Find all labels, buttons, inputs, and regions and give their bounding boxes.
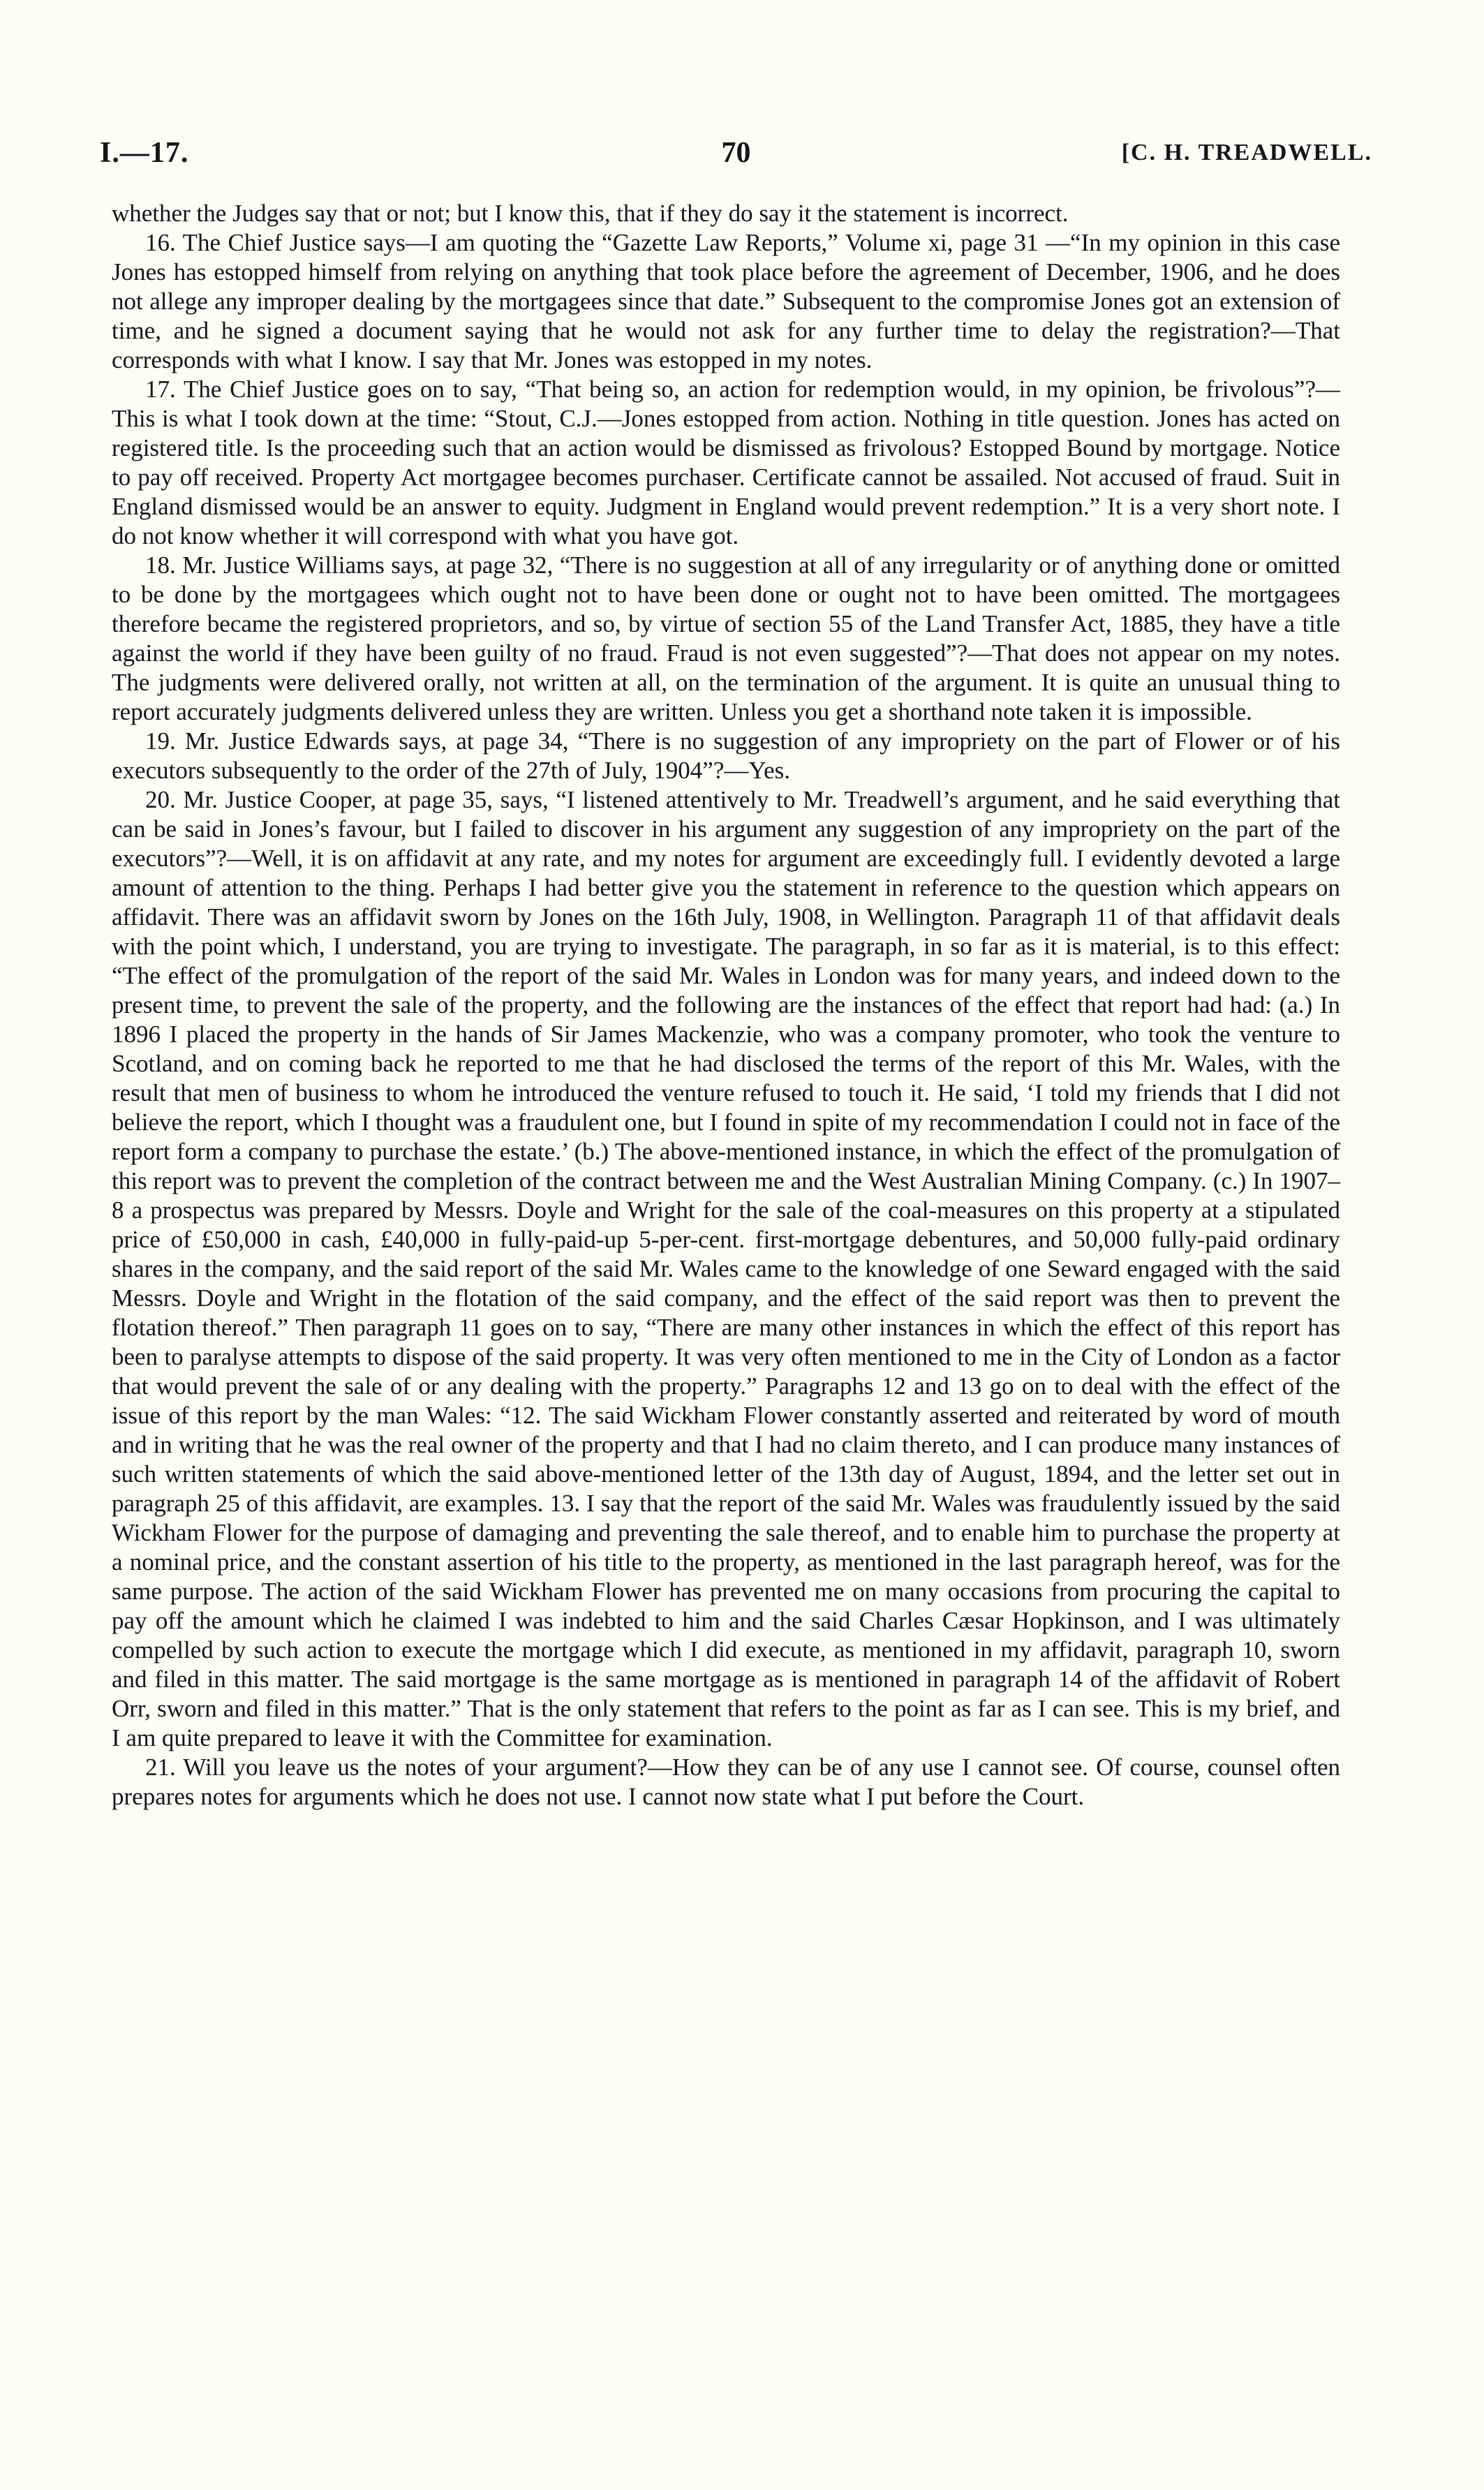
paper-reference: I.—17. — [100, 137, 189, 169]
paragraph-19: 19. Mr. Justice Edwards says, at page 34, “There is no suggestion of any impropriety on the part of Flower or of his executors subsequently to the order of the 27th of July, 1904”?—Yes. — [112, 727, 1340, 784]
paragraph-16: 16. The Chief Justice says—I am quoting the “Gazette Law Reports,” Volume xi, page 31 —“In my opinion in this case Jones has estopped himself from relying on anything that took place before the agreement of December, 1906, and he does not allege any improper dealing by the mortgagees since that date.” Subsequent to the compromise Jones got an extension of time, and he signed a document saying that he would not ask for any further time to delay the registration?—That corresponds with what I know. I say that Mr. Jones was estopped in my notes. — [112, 229, 1340, 373]
page-header — [100, 128, 1372, 178]
document-body — [112, 199, 1340, 1811]
paragraph-21: 21. Will you leave us the notes of your argument?—How they can be of any use I cannot see. Of course, counsel often prepares notes for arguments which he does not use. I cannot now state what I put before the Court. — [112, 1754, 1340, 1810]
paragraph-20: 20. Mr. Justice Cooper, at page 35, says, “I listened attentively to Mr. Treadwell’s argument, and he said everything that can be said in Jones’s favour, but I failed to discover in his argument any suggestion of any impropriety on the part of the executors”?—Well, it is on affidavit at any rate, and my notes for argument are exceedingly full. I evidently devoted a large amount of attention to the thing. Perhaps I had better give you the statement in reference to the question which appears on affidavit. There was an affidavit sworn by Jones on the 16th July, 1908, in Wellington. Paragraph 11 of that affidavit deals with the point which, I understand, you are trying to investigate. The paragraph, in so far as it is material, is to this effect: “The effect of the promulgation of the report of the said Mr. Wales in London was for many years, and indeed down to the present time, to prevent the sale of the property, and the following are the instances of the effect that report had had: (a.) In 1896 I placed the property in the hands of Sir James Mackenzie, who was a company promoter, who took the venture to Scotland, and on coming back he reported to me that he had disclosed the terms of the report of this Mr. Wales, with the result that men of business to whom he introduced the venture refused to touch it. He said, ‘I told my friends that I did not believe the report, which I thought was a fraudulent one, but I found in spite of my recommendation I could not in face of the report form a company to purchase the estate.’ (b.) The above-mentioned instance, in which the effect of the promulgation of this report was to prevent the completion of the contract between me and the West Australian Mining Company. (c.) In 1907–8 a prospectus was prepared by Messrs. Doyle and Wright for the sale of the coal-measures on this property at a stipulated price of £50,000 in cash, £40,000 in fully-paid-up 5-per-cent. first-mortgage debentures, and 50,000 fully-paid ordinary shares in the company, and the said report of the said Mr. Wales came to the knowledge of one Seward engaged with the said Messrs. Doyle and Wright in the flotation of the said company, and the effect of the said report was then to prevent the flotation thereof.” Then paragraph 11 goes on to say, “There are many other instances in which the effect of this report has been to paralyse attempts to dispose of the said property. It was very often mentioned to me in the City of London as a factor that would prevent the sale of or any dealing with the property.” Paragraphs 12 and 13 go on to deal with the effect of the issue of this report by the man Wales: “12. The said Wickham Flower constantly asserted and reiterated by word of mouth and in writing that he was the real owner of the property and that I had no claim thereto, and I can produce many instances of such written statements of which the said above-mentioned letter of the 13th day of August, 1894, and the letter set out in paragraph 25 of this affidavit, are examples. 13. I say that the report of the said Mr. Wales was fraudulently issued by the said Wickham Flower for the purpose of damaging and preventing the sale thereof, and to enable him to purchase the property at a nominal price, and the constant assertion of his title to the property, as mentioned in the last paragraph hereof, was for the same purpose. The action of the said Wickham Flower has prevented me on many occasions from procuring the capital to pay off the amount which he claimed I was indebted to him and the said Charles Cæsar Hopkinson, and I was ultimately compelled by such action to execute the mortgage which I did execute, as mentioned in my affidavit, paragraph 10, sworn and filed in this matter. The said mortgage is the same mortgage as is mentioned in paragraph 14 of the affidavit of Robert Orr, sworn and filed in this matter.” That is the only statement that refers to the point as far as I can see. This is my brief, and I am quite prepared to leave it with the Committee for examination. — [112, 786, 1340, 1751]
paragraph-continuation: whether the Judges say that or not; but I know this, that if they do say it the statement is incorrect. — [112, 200, 1069, 227]
witness-name: [C. H. TREADWELL. — [1121, 140, 1372, 165]
paragraph-17: 17. The Chief Justice goes on to say, “That being so, an action for redemption would, in my opinion, be frivolous”?—This is what I took down at the time: “Stout, C.J.—Jones estopped from action. Nothing in title question. Jones has acted on registered title. Is the proceeding such that an action would be dismissed as frivolous? Estopped Bound by mortgage. Notice to pay off received. Property Act mortgagee becomes purchaser. Certificate cannot be assailed. Not accused of fraud. Suit in England dismissed would be an answer to equity. Judgment in England would prevent redemption.” It is a very short note. I do not know whether it will correspond with what you have got. — [112, 376, 1340, 549]
paragraph-18: 18. Mr. Justice Williams says, at page 32, “There is no suggestion at all of any irregularity or of anything done or omitted to be done by the mortgagees which ought not to have been done or ought not to have been omitted. The mortgagees therefore became the registered proprietors, and so, by virtue of section 55 of the Land Transfer Act, 1885, they have a title against the world if they have been guilty of no fraud. Fraud is not even suggested”?—That does not appear on my notes. The judgments were delivered orally, not written at all, on the termination of the argument. It is quite an unusual thing to report accurately judgments delivered unless they are written. Unless you get a shorthand note taken it is impossible. — [112, 551, 1340, 725]
page-number: 70 — [721, 137, 751, 169]
